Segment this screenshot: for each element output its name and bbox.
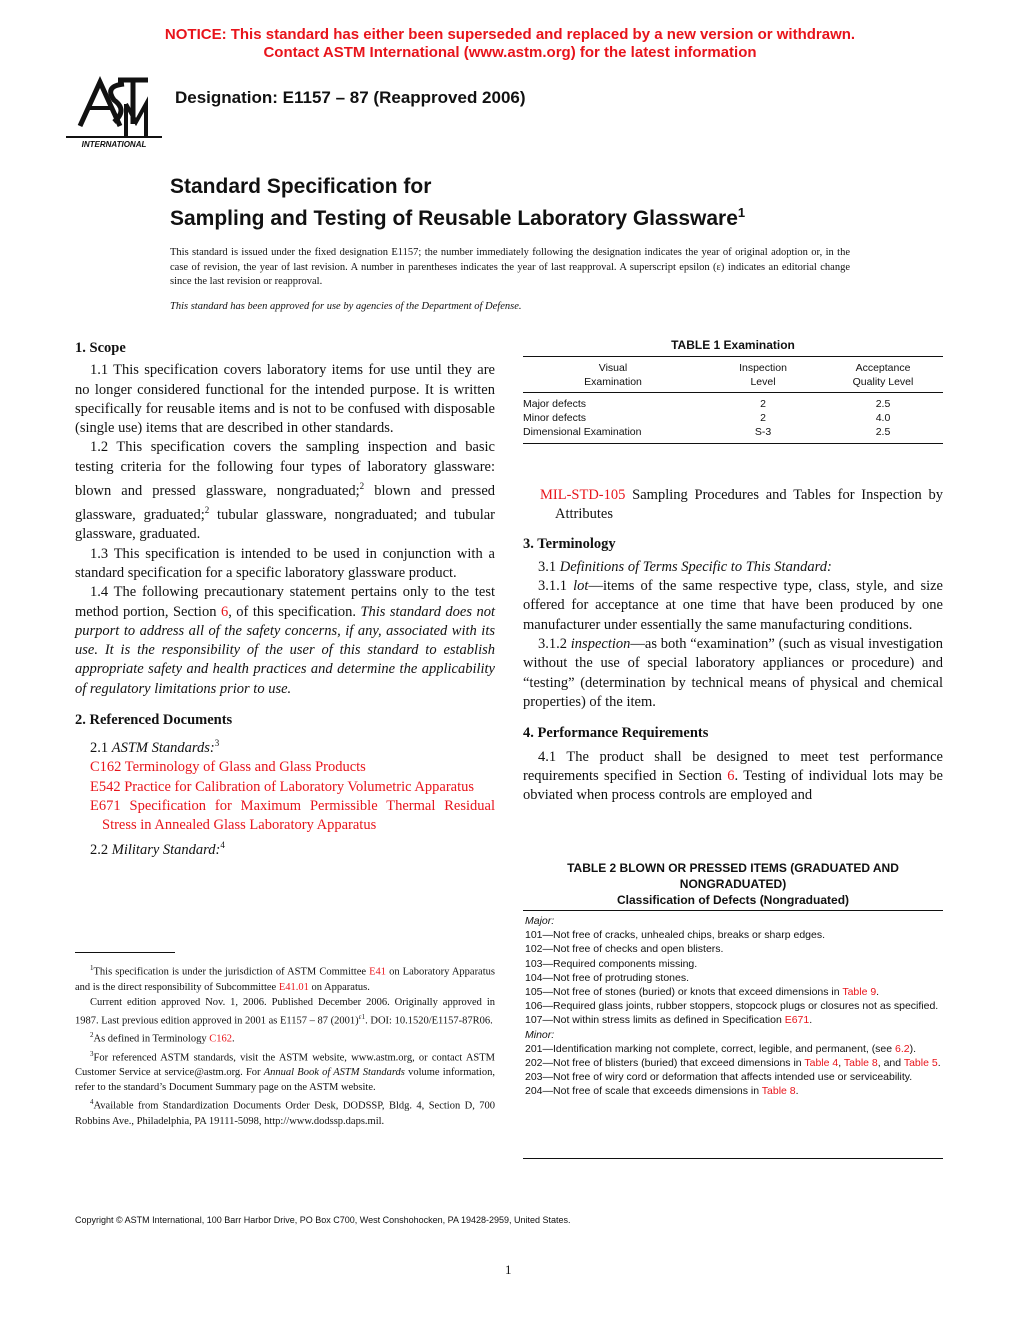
t1-cell-name: Dimensional Examination (523, 426, 642, 438)
perf-4-1 (523, 748, 943, 806)
fn2-mark: 2 (90, 1031, 94, 1039)
ref-2-1-num: 2.1 (90, 740, 112, 757)
scope-heading: 1. Scope (75, 340, 126, 356)
table1-title: TABLE 1 Examination (671, 338, 795, 352)
dod-approval: This standard has been approved for use by agencies of the Department of Defense. (170, 301, 522, 312)
copyright: Copyright © ASTM International, 100 Barr Harbor Drive, PO Box C700, West Conshohocken, PA 19428-2959, United States. (75, 1215, 571, 1225)
fn2-a: As defined in Terminology (93, 1033, 210, 1045)
performance-heading: 4. Performance Requirements (523, 725, 709, 742)
scope-1-2 (75, 438, 495, 544)
notice-line-2: Contact ASTM International (www.astm.org) for the latest information (263, 44, 757, 61)
defect-107-end: . (809, 1014, 813, 1027)
t1-cell-level: 2 (760, 412, 766, 424)
ref-code-e671[interactable]: E671 (90, 798, 121, 815)
ref-2-1-label: ASTM Standards: (111, 740, 215, 757)
defect-row (525, 1056, 943, 1070)
defect-row (525, 985, 943, 999)
table-row (523, 397, 943, 411)
section-6-link[interactable]: 6 (220, 603, 229, 620)
table1-body (523, 397, 943, 439)
term-3-1-2 (523, 635, 943, 712)
defect-row (525, 1013, 943, 1027)
table1-header-cell (703, 361, 823, 389)
scope-1-2-c: tubular glassware, nongraduated; and tubular glassware, graduated. (75, 507, 495, 543)
table-row (523, 425, 943, 439)
document-title (170, 174, 745, 232)
minor-label: Minor: (525, 1028, 555, 1041)
milstd-title: Sampling Procedures and Tables for Inspection by Attributes (555, 487, 943, 523)
defect-107: 107—Not within stress limits as defined in Specification (525, 1014, 785, 1027)
designation: Designation: E1157 – 87 (Reapproved 2006) (175, 88, 526, 107)
footnote-ref-2b[interactable]: 2 (204, 505, 210, 516)
table-4-link[interactable]: Table 4 (804, 1057, 839, 1070)
perf-4-1-a: 4.1 The product shall be designed to meet test performance requirements specified in Section (523, 748, 943, 784)
ref-item (75, 778, 495, 797)
ref-2-2-label: Military Standard: (111, 841, 221, 858)
fn1-b: on Laboratory Apparatus and is the direct responsibility of Subcommittee (75, 966, 495, 993)
e671-link[interactable]: E671 (784, 1014, 810, 1027)
table1-bottom-rule (523, 443, 943, 444)
footnote-ref-3[interactable]: 3 (214, 738, 220, 749)
scope-1-4-b: , of this specification. (228, 603, 361, 620)
fn1-c: on Apparatus. (308, 981, 370, 993)
committee-e41-link[interactable]: E41 (369, 966, 387, 978)
footnote-2 (75, 1028, 495, 1047)
milstd-105-link[interactable]: MIL-STD-105 (540, 487, 626, 503)
footnote-3 (75, 1047, 495, 1096)
fn3-mark: 3 (90, 1049, 94, 1058)
fn4-mark: 4 (90, 1098, 94, 1106)
table1-header-cell (823, 361, 943, 389)
ref-title-e542[interactable]: Practice for Calibration of Laboratory Volumetric Apparatus (124, 778, 475, 795)
th-level: Level (750, 376, 776, 388)
safety-statement: This standard does not purport to address all of the safety concerns, if any, associated with its use. It is the responsibility of the user of this standard to establish appropriate safety and health practices and determine the applicability of regulatory limitations prior to use. (75, 603, 496, 697)
astm-logo-icon (66, 74, 162, 152)
footnotes (75, 961, 495, 1129)
defect-row (525, 1042, 943, 1056)
defect-201: 201—Identification marking not complete, correct, legible, and permanent, (see (525, 1042, 896, 1055)
defect-row (525, 971, 943, 985)
th-acceptance: Acceptance (855, 362, 911, 374)
defect-204: 204—Not free of scale that exceeds dimensions in (525, 1085, 762, 1098)
defect-202-sep2: , and (877, 1057, 904, 1070)
fn3-b: volume information, refer to the standard’s Document Summary page on the ASTM website. (75, 1067, 495, 1093)
term-lot: lot (573, 578, 589, 595)
table1-body-grid (523, 397, 943, 439)
title-footnote-ref[interactable]: 1 (737, 205, 746, 220)
logo-mark-text: ASTM (112, 114, 116, 115)
t1-cell-level: 2 (760, 398, 766, 410)
term-inspection-def: —as both “examination” (such as visual investigation without the use of special laboratory appliances or procedure) and “testing” (determination by technical means of physical and chemical properties) of the item. (523, 636, 943, 710)
table-9-link[interactable]: Table 9 (842, 986, 877, 999)
notice-line-1: NOTICE: This standard has either been superseded and replaced by a new version or withdrawn. (164, 26, 856, 43)
left-column (75, 339, 495, 860)
ref-item (75, 758, 495, 777)
ref-code-c162[interactable]: C162 (90, 759, 122, 776)
ref-2-2-num: 2.2 (90, 841, 112, 858)
defect-202: 202—Not free of blisters (buried) that exceed dimensions in (525, 1057, 805, 1070)
footnote-divider (75, 952, 175, 953)
table2-bottom-rule (523, 1158, 943, 1159)
ref-title-c162[interactable]: Terminology of Glass and Glass Products (124, 759, 366, 776)
scope-1-2-b: blown and pressed glassware, graduated; (75, 482, 496, 524)
fn1-epsilon: ε1 (358, 1012, 366, 1021)
table1-header-rule (523, 392, 943, 393)
scope-1-1: 1.1 This specification covers laboratory items for use until they are no longer considered functional for the intended purpose. It is written specifically for reusable items and is not to be confused with disposable (single use) items that are described in other standards. (75, 362, 495, 437)
t1-cell-name: Major defects (523, 398, 587, 410)
term-inspection-num: 3.1.2 (538, 636, 571, 653)
notice-banner (0, 26, 1020, 62)
major-label: Major: (525, 915, 555, 927)
table1 (523, 361, 943, 389)
intro-paragraph: This standard is issued under the fixed designation E1157; the number immediately following the designation indicates the year of original adoption or, in the case of revision, the year of last revision. A number in parentheses indicates the year of last reapproval. A superscript epsilon (ε) indicates an editorial change since the last revision or reapproval. (170, 247, 850, 287)
ref-code-e542[interactable]: E542 (90, 778, 121, 795)
table-8-link-2[interactable]: Table 8 (761, 1085, 796, 1098)
table2-title-line-1: TABLE 2 BLOWN OR PRESSED ITEMS (GRADUATED AND (567, 861, 899, 875)
title-line-1: Standard Specification for (170, 175, 432, 198)
defect-row (525, 1070, 943, 1084)
t1-cell-aql: 2.5 (875, 426, 891, 438)
subcommittee-e41-01-link[interactable]: E41.01 (278, 981, 309, 993)
defect-106: 106—Required glass joints, rubber stoppers, stopcock plugs or closures not as specified. (525, 1000, 939, 1013)
terminology-heading: 3. Terminology (523, 535, 616, 552)
table2-title-line-2: NONGRADUATED) (679, 877, 787, 891)
defect-104: 104—Not free of protruding stones. (525, 971, 690, 984)
table1-top-rule (523, 356, 943, 357)
t1-cell-level: S-3 (754, 426, 772, 438)
term-3-1 (523, 558, 943, 577)
defect-102: 102—Not free of checks and open blisters. (525, 943, 724, 956)
term-lot-num: 3.1.1 (538, 578, 574, 595)
fn2-c162-link[interactable]: C162 (209, 1033, 232, 1045)
table1-header-row (523, 361, 943, 389)
page-number: 1 (505, 1262, 512, 1277)
term-3-1-1 (523, 577, 943, 635)
table2-top-rule (523, 910, 943, 911)
defect-202-end: . (937, 1057, 941, 1070)
fn1-d: Current edition approved Nov. 1, 2006. Published December 2006. Originally approved in 1987. Last previous edition approved in 2001 as E1157 – 87 (2001) (75, 996, 495, 1026)
table2-body (525, 914, 943, 1099)
table-row (523, 411, 943, 425)
perf-section-6-link[interactable]: 6 (727, 767, 735, 784)
referenced-heading: 2. Referenced Documents (75, 712, 233, 728)
t1-cell-name: Minor defects (523, 412, 587, 424)
footnote-ref-4[interactable]: 4 (220, 839, 225, 850)
term-3-1-label: Definitions of Terms Specific to This Standard: (559, 558, 832, 575)
fn1-mark: 1 (90, 964, 94, 972)
defect-101: 101—Not free of cracks, unhealed chips, breaks or sharp edges. (525, 929, 825, 942)
defect-row (525, 928, 943, 942)
footnote-ref-2a[interactable]: 2 (359, 481, 365, 492)
term-inspection: inspection (570, 636, 631, 653)
logo-wordmark: INTERNATIONAL (81, 140, 147, 149)
fn1-e: . DOI: 10.1520/E1157-87R06. (365, 1015, 493, 1026)
th-quality-level: Quality Level (852, 376, 914, 388)
fn2-b: . (232, 1033, 235, 1045)
table1-header-cell (523, 361, 703, 389)
military-standard-line (75, 836, 495, 860)
table1-grid (523, 361, 943, 389)
footnote-4 (75, 1095, 495, 1129)
defect-row (525, 957, 943, 971)
title-line-2: Sampling and Testing of Reusable Laboratory Glassware (170, 207, 738, 230)
ref-item (75, 797, 495, 836)
defect-row (525, 1084, 943, 1098)
footnote-1 (75, 961, 495, 995)
scope-1-2-a: 1.2 This specification covers the sampling inspection and basic testing criteria for the following four types of laboratory glassware: blown and pressed glassware, nongraduated; (75, 439, 495, 499)
fn3-italic: Annual Book of ASTM Standards (263, 1067, 405, 1078)
table-5-link[interactable]: Table 5 (903, 1057, 938, 1070)
fn3-a: For referenced ASTM standards, visit the ASTM website, www.astm.org, or contact ASTM Customer Service at service@astm.org. For (75, 1052, 495, 1078)
fn1-a: This specification is under the jurisdiction of ASTM Committee (93, 966, 370, 978)
th-examination: Examination (584, 376, 642, 388)
footnote-1-edition (75, 995, 495, 1029)
section-6-2-link[interactable]: 6.2 (895, 1042, 910, 1055)
defect-row (525, 942, 943, 956)
defect-105: 105—Not free of stones (buried) or knots that exceed dimensions in (525, 986, 843, 999)
table2-subtitle: Classification of Defects (Nongraduated) (616, 893, 850, 907)
scope-1-4-a: 1.4 The following precautionary statement pertains only to the test method portion, Section (75, 584, 495, 620)
fn4-text: Available from Standardization Documents Order Desk, DODSSP, Bldg. 4, Section D, 700 Robbins Ave., Philadelphia, PA 19111-5098, http://www.dodssp.daps.mil. (75, 1100, 495, 1127)
astm-standards-line (75, 734, 495, 758)
defect-203: 203—Not free of wiry cord or deformation that affects intended use or serviceability. (525, 1071, 913, 1084)
term-3-1-num: 3.1 (538, 558, 560, 575)
t1-cell-aql: 2.5 (875, 398, 891, 410)
term-lot-def: —items of the same respective type, class, style, and size offered for acceptance at one time that have been produced by one manufacturer under essentially the same manufacturing conditions. (523, 578, 943, 633)
defect-204-end: . (795, 1085, 799, 1098)
th-visual: Visual (598, 362, 628, 374)
milstd-ref (523, 486, 943, 525)
perf-4-1-b: . Testing of individual lots may be obviated when process controls are employed and (523, 767, 943, 804)
defect-201-end: ). (909, 1042, 917, 1055)
defect-row (525, 999, 943, 1013)
scope-1-4 (75, 583, 495, 699)
t1-cell-aql: 4.0 (875, 412, 891, 424)
right-column (523, 486, 943, 805)
th-inspection: Inspection (739, 362, 787, 374)
astm-logo (66, 74, 162, 152)
ref-title-e671[interactable]: Specification for Maximum Permissible Thermal Residual Stress in Annealed Glass Laboratory Apparatus (102, 798, 495, 834)
table-8-link[interactable]: Table 8 (843, 1057, 878, 1070)
defect-103: 103—Required components missing. (525, 957, 698, 970)
table2-title (523, 860, 943, 908)
defect-202-sep1: , (838, 1057, 844, 1070)
defect-105-end: . (876, 986, 880, 999)
scope-1-3: 1.3 This specification is intended to be used in conjunction with a standard specification for a specific laboratory glassware product. (75, 545, 495, 581)
